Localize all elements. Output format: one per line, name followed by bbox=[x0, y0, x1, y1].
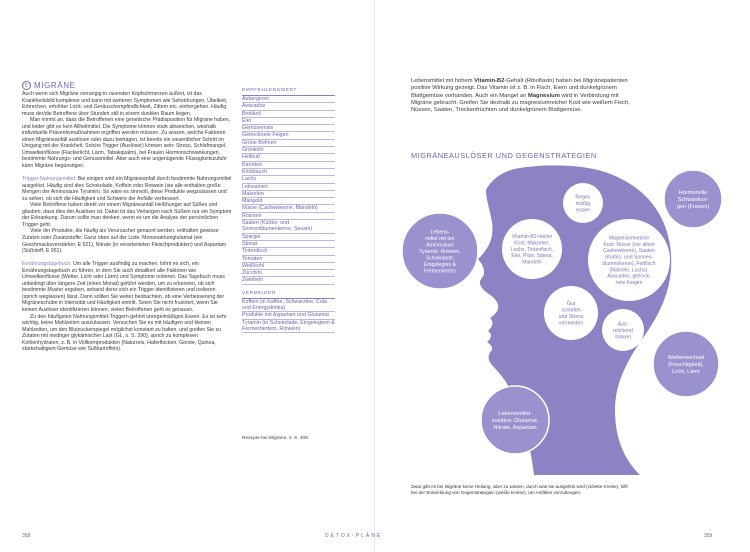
paragraph: Trigger-Nahrungsmittel: Bei einigen wird ein Migräneanfall durch bestimmte Nahrungsmittel ausgelöst. Häufig sind dies Schokolade, Koffein oder Rotwein (sie alle enthalten große Mengen der Aminosäure Tyramin). So wäre es sinnvoll, diese Produkte wegzulassen und zu sehen, ob sich die Häufigkeit und Schwere der Anfälle verbessert. bbox=[22, 176, 232, 202]
bold-term: Vitamin-B2 bbox=[474, 78, 505, 84]
recipe-note: Rezepte bei Migräne, s. S. 406 bbox=[242, 436, 308, 441]
strategy-bubble-text: Regel-mäßig essen bbox=[575, 194, 591, 214]
strategy-bubble-text: Aus-reichend trinken bbox=[613, 321, 633, 341]
figure-title: MIGRÄNEAUSLÖSER UND GEGENSTRATEGIEN bbox=[411, 151, 597, 160]
trigger-bubble-text: Wetterwechsel (Feuchtigkeit), Licht, Lärm bbox=[667, 354, 705, 375]
running-head: DETOX-PLÄNE bbox=[325, 533, 383, 539]
paragraph-lead: Ernährungstagebuch: bbox=[22, 261, 72, 268]
paragraph: Viele Betroffene haben direkt vor einem Migräneanfall Heißhunger auf Süßes und glauben, dass dies der Auslöser ist. Dabei ist das Verlangen nach Süßem nur ein Symptom der Erkrankung. Darum sollte man denken, wenn es um die Analyse der persönlichen Trigger geht. bbox=[22, 202, 232, 228]
trigger-bubble-text: Lebensmittel-zusätze: Glutamat, Nitrate, Aspartam bbox=[491, 410, 539, 431]
recommended-item: Spinat bbox=[242, 241, 335, 248]
paragraph-lead: Trigger-Nahrungsmittel: bbox=[22, 176, 77, 183]
recommended-item: Grünkohl bbox=[242, 147, 335, 154]
recommended-item: Weißkohl bbox=[242, 263, 335, 270]
recommended-item: Makrelen bbox=[242, 191, 335, 198]
recommended-item: Nüsse (Cashewkerne, Mandeln) bbox=[242, 205, 335, 212]
paragraph: Viele der Produkte, die häufig als Verursacher genannt werden, enthalten gewisse Zutaten oder Zusatzstoffe: Ganz oben auf der Liste: Mononatriumglutamat (ein Geschmacksverstärker, E 621), Nitrate (in verarbeiteten Fleischprodukten) und Aspartam (Süßstoff, E 951). bbox=[22, 228, 227, 255]
avoid-heading: VERMEIDEN bbox=[242, 291, 335, 299]
recommended-item: Zucchini bbox=[242, 270, 335, 277]
strategy-bubble-text: Vitamin-B2-reiche Kost: Makrelen, Lachs, Tintenfisch, Eier, Pilze, Spinat, Mandeln bbox=[510, 234, 554, 266]
recommended-item: Saaten (Kürbis- und Sonnenblumenkerne, Sesam) bbox=[242, 220, 335, 234]
paragraph: Auch wenn sich Migräne vorrangig in rasenden Kopfschmerzen äußert, ist das Krankheitsbild komplexer und kann mit weiteren Symptomen wie Sehstörungen, Übelkeit, Erbrechen, erhöhter Licht- und Geräuschempfindlichkeit, Zittern etc. einhergehen. Häufig muss der/die Betroffene über Stunden still in einem dunklen Raum liegen. bbox=[22, 91, 228, 117]
strategy-bubble-text: Magnesiumreiche Kost: Nüsse (vor allem Cashewkerne), Saaten (Kürbis- und Sonnen-blumenkerne), Fettfisch (Makrele, Lachs), Avocados, getrock-nete Feigen bbox=[602, 235, 656, 287]
recommended-item: Tintenfisch bbox=[242, 248, 335, 255]
section-heading: MIGRÄNE bbox=[34, 81, 76, 90]
recommended-item: Zwiebeln bbox=[242, 277, 335, 284]
recommended-item: Gemüsemais bbox=[242, 125, 335, 132]
section-number: 5 bbox=[22, 81, 31, 90]
recommended-item: Auberginen bbox=[242, 96, 335, 103]
recommended-item: Mangold bbox=[242, 198, 335, 205]
trigger-bubble-text: Hormonelle Schwankun-gen (Frauen) bbox=[676, 189, 710, 210]
page-number-left: 358 bbox=[22, 533, 31, 539]
recommended-item: Lachs bbox=[242, 176, 335, 183]
page-number-right: 359 bbox=[704, 533, 713, 539]
recommended-item: Rosinen bbox=[242, 213, 335, 220]
avoid-item: Produkte mit Aspartam und Glutamat bbox=[242, 312, 335, 319]
paragraph: Zu den häufigsten Nahrungsmittel-Triggern gehört unregelmäßiges Essen. Es ist sehr wichtig, keine Mahlzeiten auszulassen. Versuchen Sie es mit häufigen und kleinen Mahlzeiten, um den Blutzuckerspiegel möglichst konstant zu halten, und greifen Sie zu Zutaten mit niedriger glykämischer Last (GL, s. S. 290), sprich zu komplexen Kohlenhydraten, z. B. in Vollkornprodukten (Naturreis, Haferflocken, Gerste, Quinoa, stärkehaltigem Gemüse wie Süßkartoffeln). bbox=[22, 313, 227, 353]
recommended-item: Karotten bbox=[242, 162, 335, 169]
figure-caption: Zwar gibt es bei Migräne keine Heilung, aber zu wissen, durch was sie ausgelöst wird (violette Kreise), hilft bei der Entwicklung von Gegenstrategien (weiße Kreise), um Anfällen vorzubeugen. bbox=[411, 484, 628, 496]
recommended-item: Eier bbox=[242, 118, 335, 125]
recommended-item: Avocados bbox=[242, 103, 335, 110]
recommended-item: Spargel bbox=[242, 234, 335, 241]
recommended-item: Getrocknete Feigen bbox=[242, 132, 335, 139]
recommended-item: Heilbutt bbox=[242, 154, 335, 161]
recommended-item: Knoblauch bbox=[242, 169, 335, 176]
right-body-text: Lebensmittel mit hohem Vitamin-B2-Gehalt (Riboflavin) haben bei Migränepatienten positive Wirkung gezeigt. Das Vitamin ist z. B. in Fisch, Eiern und dunkelgrünem Blattgemüse vorhanden. Auch ein Mangel an Magnesium wird in Verbindung mit Migräne gebracht. Greifen Sie deshalb zu magnesiumreicher Kost wie weißem Fisch, Nüssen, Saaten, Trockenfrüchten und dunkelgrünem Blattgemüse. bbox=[411, 78, 630, 114]
avoid-item: Tyramin (in Schokolade, Eingelegtem & Fermentiertem, Rotwein) bbox=[242, 319, 335, 332]
recommended-item: Brokkoli bbox=[242, 111, 335, 118]
paragraph: Man nimmt an, dass die Betroffenen eine genetische Prädisposition für Migräne haben, und leider gibt es kein Allheilmittel. Die Symptome können stark abweichen, weshalb individuelle Präventivmaßnahmen ergriffen werden müssen. Zu wissen, welche Faktoren einen Migräneanfall auslösen oder dazu beitragen, ist bereits ein wesentlicher Schritt im Umgang mit der Krankheit. Solche Trigger (Auslöser) können sein: Stress, Schlafmangel, Umwelteinflüsse (Flackerlicht, Lärm, Tabakqualm), bei Frauen Hormonschwankungen, bestimmte Nahrungs- und Genussmittel. Aber auch eine ungenügende Flüssigkeitszufuhr kann Migräne begünstigen. bbox=[22, 117, 231, 170]
recommended-item: Leinsamen bbox=[242, 184, 335, 191]
recommended-heading: EMPFEHLENSWERT bbox=[242, 88, 335, 96]
bold-term: Magnesium bbox=[527, 92, 560, 99]
paragraph: Ernährungstagebuch: Um alle Trigger ausfindig zu machen, lohnt es sich, ein Ernährungstagebuch zu führen, in dem Sie auch detailliert alle Faktoren wie Umwelteinflüsse (Wetter, Licht oder Lärm) und Symptome notieren. Das Tagebuch muss unbedingt über längere Zeit (einen Monat) geführt werden, um zu erkennen, ob sich bestimmte Muster ergeben, anhand derer sich ein Trigger identifizieren und isolieren (sprich weglassen) lässt. Dann sollten Sie weiter beobachten, ob eine Verbesserung der Migräneschübe in Intensität und Häufigkeit eintritt. Seien Sie nicht frustriert, wenn Sie keinen Auslöser identifizieren können, vielen Betroffenen geht es genauso. bbox=[22, 261, 225, 313]
recommended-item: Grüne Bohnen bbox=[242, 140, 335, 147]
strategy-bubble-text: Gut schlafen und Stress vermeiden bbox=[558, 301, 584, 327]
trigger-bubble-text: Lebens-mittel mit der Aminosäure Tyramin: Rotwein, Schokolade, Eingelegtes & Fermentiertes bbox=[419, 229, 461, 275]
avoid-item: Koffein (in Kaffee, Schwarztee, Cola und Energydrinks) bbox=[242, 299, 335, 313]
recommended-item: Tomaten bbox=[242, 256, 335, 263]
